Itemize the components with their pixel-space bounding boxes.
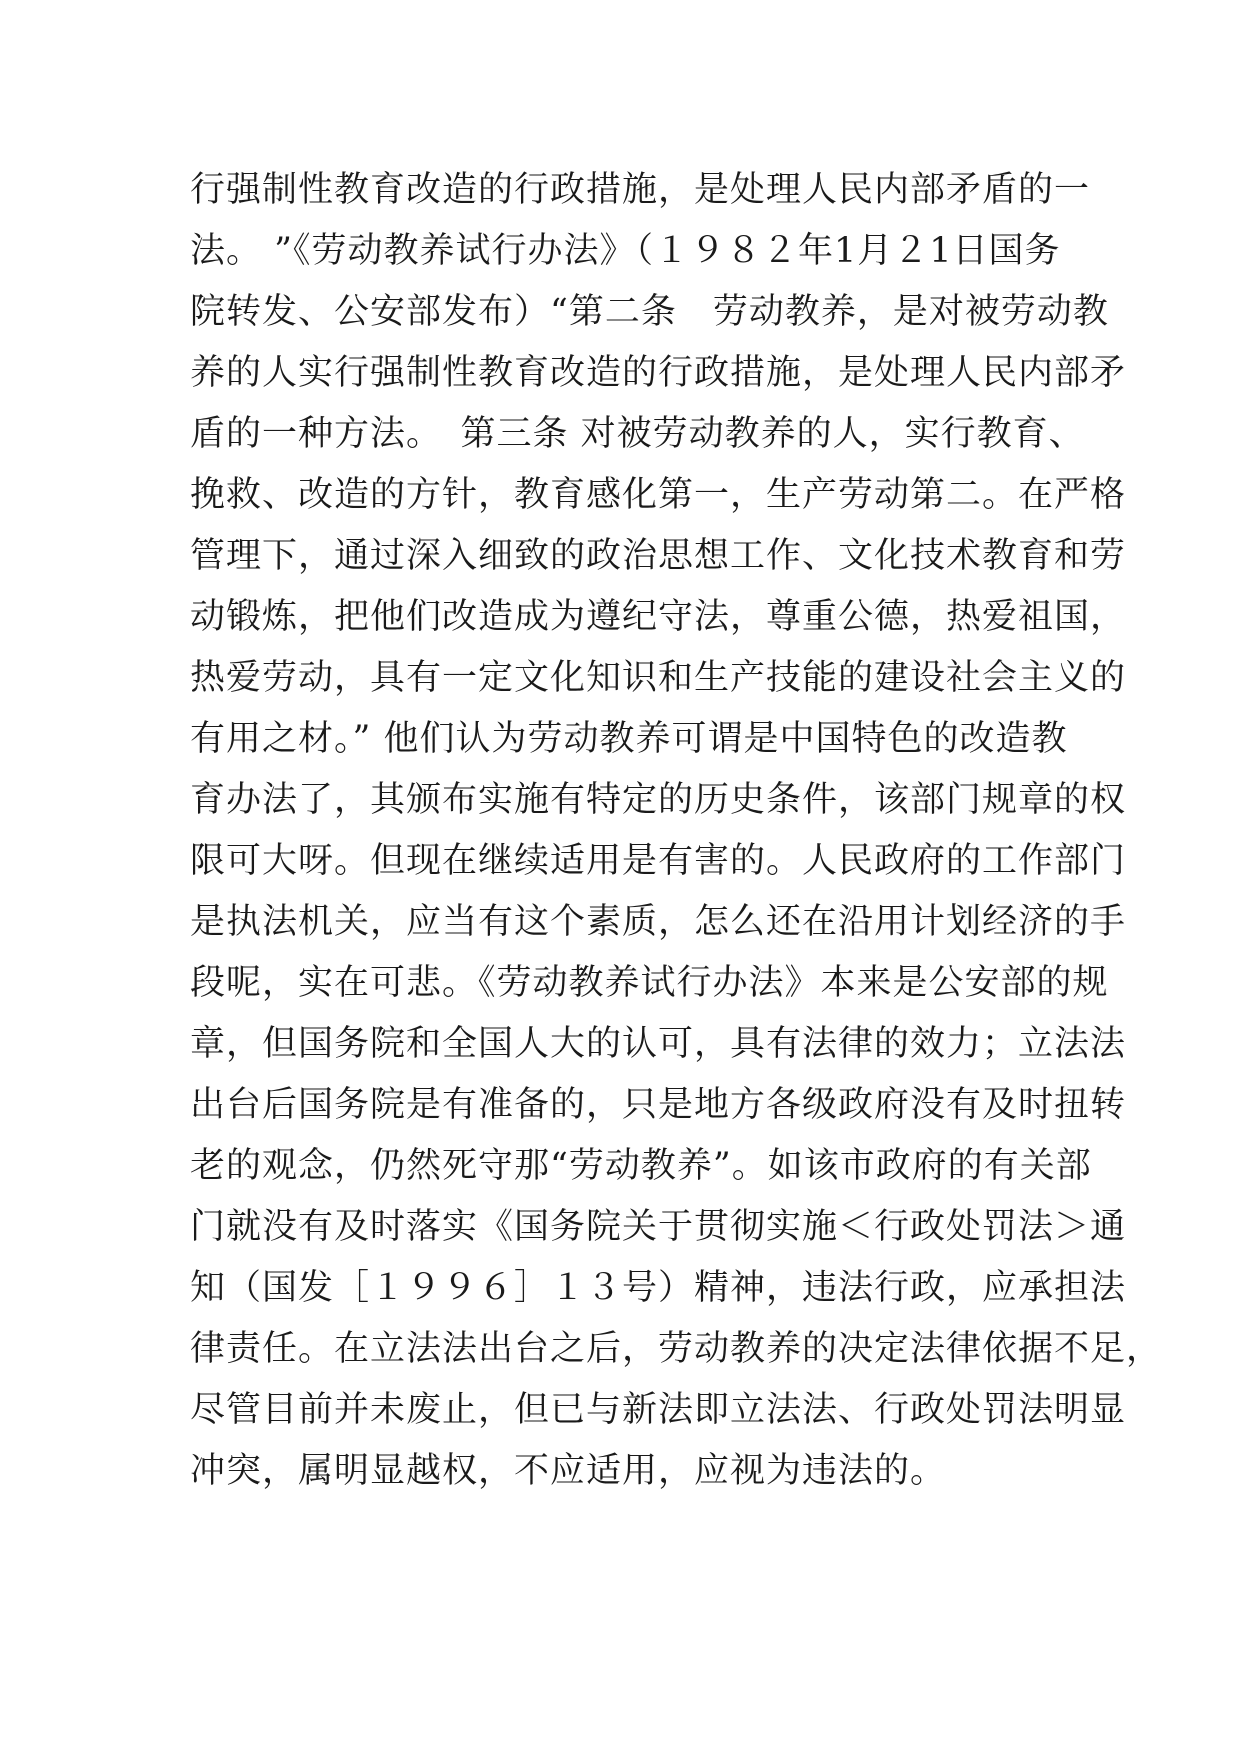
text-line-1: 行强制性教育改造的行政措施，是处理人民内部矛盾的一 <box>190 170 1091 210</box>
text-line-20: 律责任。在立法法出台之后，劳动教养的决定法律依据不足， <box>190 1329 1163 1369</box>
text-line-4: 养的人实行强制性教育改造的行政措施，是处理人民内部矛 <box>190 353 1127 393</box>
text-line-5: 盾的一种方法。 第三条 对被劳动教养的人，实行教育、 <box>190 414 1085 454</box>
text-line-12: 限可大呀。但现在继续适用是有害的。人民政府的工作部门 <box>190 841 1127 881</box>
body-text <box>190 160 1163 1502</box>
text-line-9: 热爱劳动，具有一定文化知识和生产技能的建设社会主义的 <box>190 658 1127 698</box>
text-line-15: 章，但国务院和全国人大的认可，具有法律的效力；立法法 <box>190 1024 1127 1064</box>
text-line-18: 门就没有及时落实《国务院关于贯彻实施＜行政处罚法＞通 <box>190 1207 1127 1247</box>
text-line-8: 动锻炼，把他们改造成为遵纪守法，尊重公德，热爱祖国， <box>190 597 1127 637</box>
text-line-14: 段呢，实在可悲。《劳动教养试行办法》本来是公安部的规 <box>190 963 1109 1003</box>
text-line-19: 知（国发［１９９６］１３号）精神，违法行政，应承担法 <box>190 1268 1127 1308</box>
text-line-17: 老的观念，仍然死守那“劳动教养”。如该市政府的有关部 <box>190 1146 1092 1186</box>
text-line-6: 挽救、改造的方针，教育感化第一，生产劳动第二。在严格 <box>190 475 1127 515</box>
text-line-21: 尽管目前并未废止，但已与新法即立法法、行政处罚法明显 <box>190 1390 1127 1430</box>
text-line-16: 出台后国务院是有准备的，只是地方各级政府没有及时扭转 <box>190 1085 1127 1125</box>
text-line-7: 管理下，通过深入细致的政治思想工作、文化技术教育和劳 <box>190 536 1127 576</box>
text-line-11: 育办法了，其颁布实施有特定的历史条件，该部门规章的权 <box>190 780 1127 820</box>
text-line-13: 是执法机关，应当有这个素质，怎么还在沿用计划经济的手 <box>190 902 1127 942</box>
text-line-2: 法。 ”《劳动教养试行办法》（１９８２年1月２1日国务 <box>190 231 1061 271</box>
text-line-22: 冲突，属明显越权，不应适用，应视为违法的。 <box>190 1451 947 1491</box>
text-line-3: 院转发、公安部发布）“第二条 劳动教养，是对被劳动教 <box>190 292 1109 332</box>
text-line-10: 有用之材。” 他们认为劳动教养可谓是中国特色的改造教 <box>190 719 1068 759</box>
